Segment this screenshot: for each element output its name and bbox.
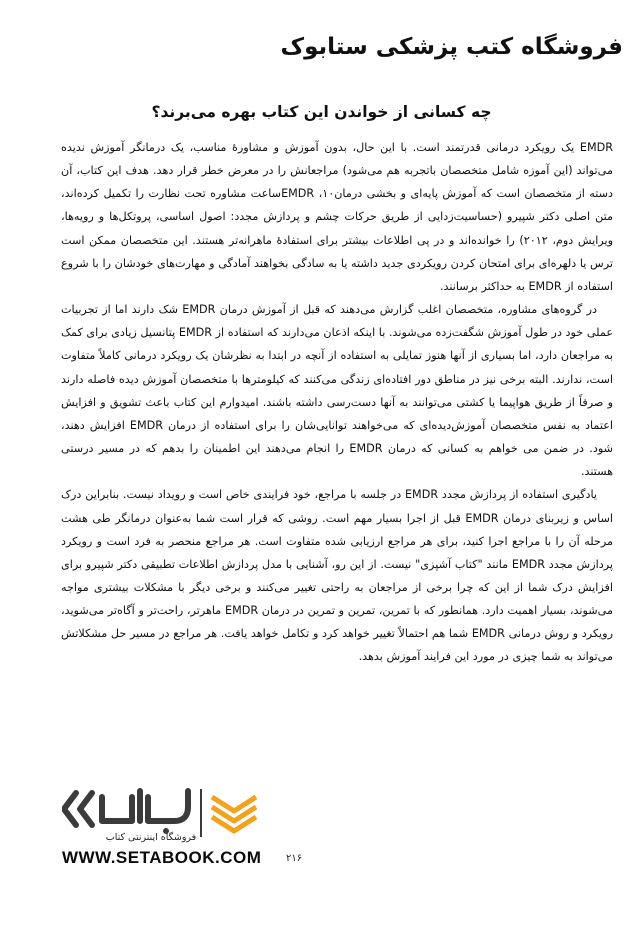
section-heading: چه کسانی از خواندن این کتاب بهره می‌برند؟	[151, 103, 492, 121]
brand-url: WWW.SETABOOK.COM	[62, 848, 262, 867]
paragraph: در گروه‌های مشاوره، متخصصان اغلب گزارش می‌دهند که قبل از آموزش درمان EMDR شک دارند اما از تجربیات عملی خود در طول آموزش شگفت‌زده می‌شوند. با اینکه اذعان می‌دارند که استفاده از EMDR پتانسیل زیادی برای کمک به مراجعان دارد، اما بسیاری از آنها هنوز تمایلی به استفاده از آنچه در ابتدا به نظرشان یک رویکرد درمانی کاملاً متفاوت است، ندارند. البته برخی نیز در مناطق دور افتاده‌ای زندگی می‌کنند که کیلومترها با متخصصان آموزش دیده فاصله دارند و صرفاً از طریق هواپیما یا کشتی می‌توانند به آنها دست‌رسی داشته باشند. امیدوارم این کتاب باعث تشویق و افزایش اعتماد به نفس متخصصان آموزش‌دیده‌ای که می‌خواهند توانایی‌شان را برای استفاده از درمان EMDR افزایش دهند، شود. در ضمن می خواهم به کسانی که درمان EMDR را انجام می‌دهند این اطمینان را بدهم که در مسیر درستی هستند.	[61, 303, 613, 479]
brand-tagline: فروشگاه اینترنتی کتاب	[105, 832, 197, 843]
paragraph: یادگیری استفاده از پردازش مجدد EMDR در جلسه با مراجع، خود فرایندی خاص است و رویداد نیست. بنابراین درک اساس و زیربنای درمان EMDR قبل از اجرا بسیار مهم است. روشی که قرار است شما به‌عنوان درمانگر طی هشت مرحله آن را با مراجع اجرا کنید، برای هر مراجع ارزیابی شده متفاوت است. هر مراجع منحصر به فرد است و رویکرد پردازش مجدد EMDR مانند "کتاب آشپزی" نیست. از این رو، آشنایی با مدل پردازش اطلاعات تطبیقی دکتر شپیرو برای افزایش درک شما از این که چرا برخی از مراجعان به راحتی تغییر می‌کنند و برخی دیگر با مشکلات بیشتری مواجه می‌شوند، بسیار اهمیت دارد. همانطور که با تمرین، تمرین و تمرین در درمان EMDR ماهرتر، راحت‌تر و آگاه‌تر می‌شوید، رویکرد و روش درمانی EMDR شما هم احتمالاً تغییر خواهد کرد و تکامل خواهد یافت. هر مراجع در مسیر حل مشکلاتش می‌تواند به شما چیزی در مورد این فرایند آموزش بدهد.	[61, 488, 613, 664]
header-title: فروشگاه کتب پزشکی ستابوک	[280, 34, 623, 60]
paragraph: EMDR یک رویکرد درمانی قدرتمند است. با این حال، بدون آموزش و مشاورۀ مناسب، یک درمانگر آموزش ندیده می‌تواند (این آموزه شامل متخصصان باتجربه هم می‌شود) مراجعانش را در معرض خطر قرار دهد. هدف این کتاب، آن دسته از متخصصان است که آموزش پایه‌ای و بخشی درمانEMDR ،۱۰ساعت مشاوره تحت نظارت را تکمیل کرده‌اند، متن اصلی دکتر شپیرو (حساسیت‌زدایی از طریق حرکات چشم و پردازش مجدد: اصول اساسی، پروتکل‌ها و رویه‌ها، ویرایش دوم، ۲۰۱۲) را خوانده‌اند و در پی اطلاعات بیشتر برای استفادۀ ماهرانه‌تر هستند. این متخصصان ممکن است ترس یا دلهره‌ای برای امتحان کردن رویکردی جدید داشته یا به سادگی بخواهند آمادگی و مهارت‌های خودشان را با شروع استفاده از EMDR به حداکثر برسانند.	[61, 141, 614, 293]
page-number: ۲۱۶	[286, 853, 303, 864]
body-text	[61, 136, 613, 669]
